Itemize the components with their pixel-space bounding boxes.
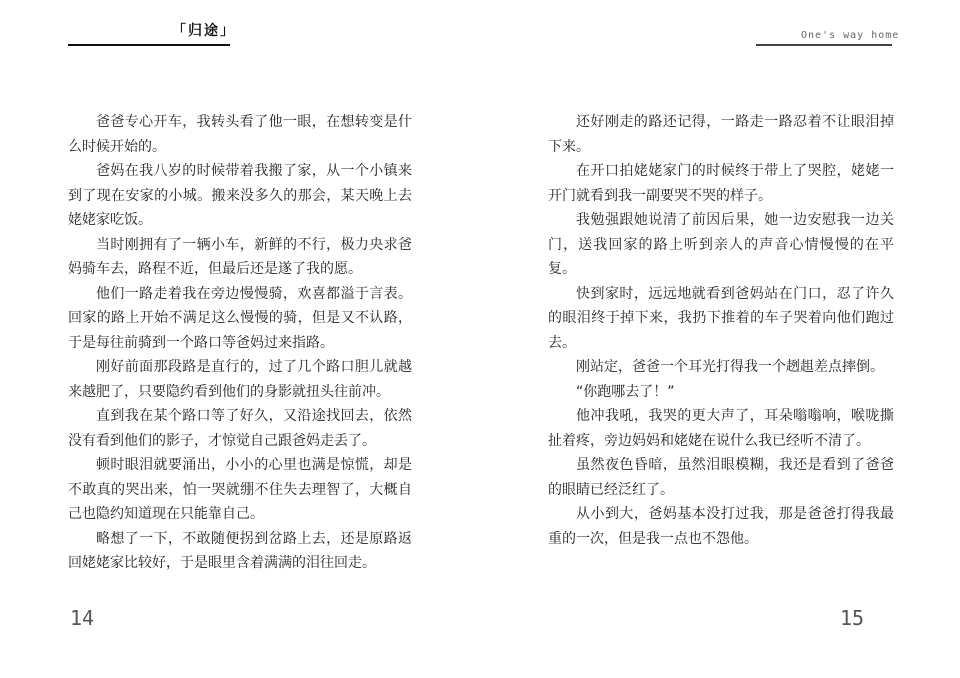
paragraph: 爸爸专心开车，我转头看了他一眼，在想转变是什么时候开始的。 <box>68 114 412 155</box>
paragraph: 虽然夜色昏暗，虽然泪眼模糊，我还是看到了爸爸的眼睛已经泛红了。 <box>548 457 894 498</box>
paragraph: 爸妈在我八岁的时候带着我搬了家，从一个小镇来到了现在安家的小城。搬来没多久的那会，某天晚上去姥姥家吃饭。 <box>68 163 412 228</box>
right-page <box>480 0 960 678</box>
running-title: 「归途」 <box>172 23 236 39</box>
right-page-body <box>548 110 894 551</box>
page-number: 14 <box>70 606 95 630</box>
paragraph: 顿时眼泪就要涌出，小小的心里也满是惊慌，却是不敢真的哭出来，怕一哭就绷不住失去理智了，大概自己也隐约知道现在只能靠自己。 <box>68 457 412 522</box>
paragraph: 刚站定，爸爸一个耳光打得我一个趔趄差点摔倒。 <box>576 359 884 375</box>
running-title-english: One's way home <box>801 30 900 41</box>
paragraph: 从小到大，爸妈基本没打过我，那是爸爸打得我最重的一次，但是我一点也不怨他。 <box>548 506 894 547</box>
paragraph: 当时刚拥有了一辆小车，新鲜的不行，极力央求爸妈骑车去，路程不近，但最后还是遂了我的愿。 <box>68 236 412 277</box>
page-number: 15 <box>840 606 865 630</box>
paragraph: 我勉强跟她说清了前因后果，她一边安慰我一边关门，送我回家的路上听到亲人的声音心情慢慢的在平复。 <box>548 212 894 277</box>
paragraph: 他冲我吼，我哭的更大声了，耳朵嗡嗡响，喉咙撕扯着疼，旁边妈妈和姥姥在说什么我已经听不清了。 <box>548 408 894 449</box>
paragraph: 在开口拍姥姥家门的时候终于带上了哭腔，姥姥一开门就看到我一副要哭不哭的样子。 <box>548 163 894 204</box>
left-page-body <box>68 110 412 576</box>
paragraph: 他们一路走着我在旁边慢慢骑，欢喜都溢于言表。回家的路上开始不满足这么慢慢的骑，但是又不认路，于是每往前骑到一个路口等爸妈过来指路。 <box>68 285 412 351</box>
header-rule <box>756 44 892 46</box>
paragraph: 快到家时，远远地就看到爸妈站在门口，忍了许久的眼泪终于掉下来，我扔下推着的车子哭着向他们跑过去。 <box>548 285 894 351</box>
paragraph: 略想了一下，不敢随便拐到岔路上去，还是原路返回姥姥家比较好，于是眼里含着满满的泪往回走。 <box>68 530 412 571</box>
header-rule <box>68 44 230 46</box>
paragraph: 还好刚走的路还记得，一路走一路忍着不让眼泪掉下来。 <box>548 114 894 155</box>
paragraph: 直到我在某个路口等了好久，又沿途找回去，依然没有看到他们的影子，才惊觉自己跟爸妈走丢了。 <box>68 408 412 449</box>
paragraph: 刚好前面那段路是直行的，过了几个路口胆儿就越来越肥了，只要隐约看到他们的身影就扭头往前冲。 <box>68 359 412 400</box>
paragraph: “你跑哪去了！” <box>576 383 675 400</box>
